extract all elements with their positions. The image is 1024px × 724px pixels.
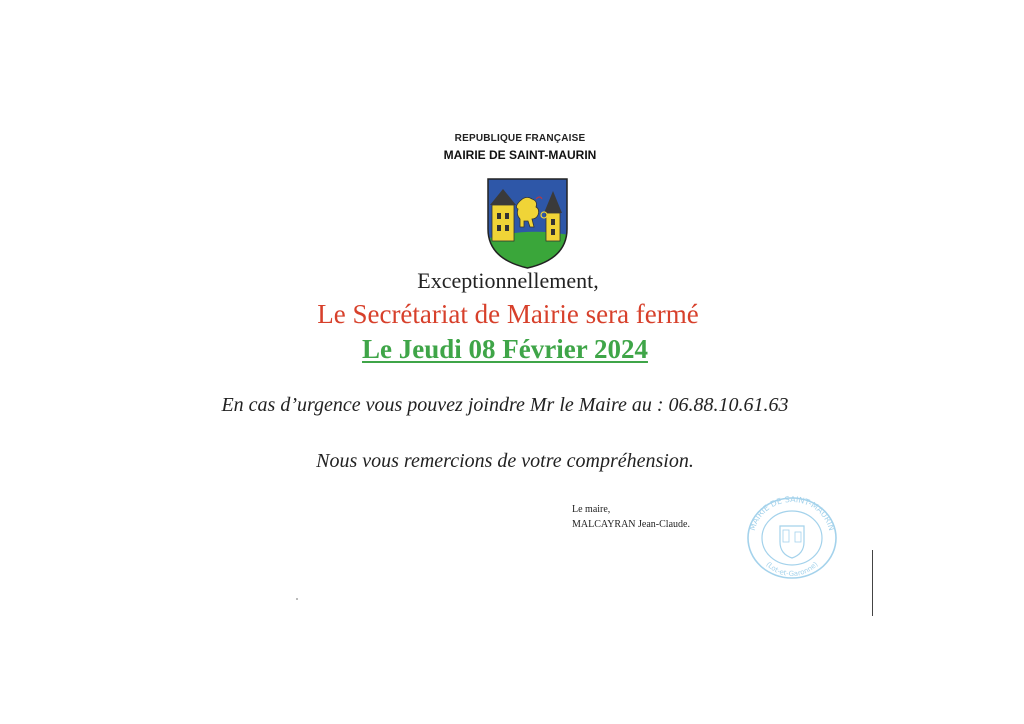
signature-role: Le maire, xyxy=(572,504,611,515)
closure-announcement: Le Secrétariat de Mairie sera fermé xyxy=(317,299,699,329)
mairie-header: MAIRIE DE SAINT-MAURIN xyxy=(443,148,597,162)
emergency-contact: En cas d’urgence vous pouvez joindre Mr le Maire au : 06.88.10.61.63 xyxy=(221,394,789,416)
official-stamp-icon xyxy=(744,494,840,580)
svg-text:(Lot-et-Garonne) xyxy=(764,560,819,578)
coat-of-arms-icon xyxy=(486,177,569,270)
exceptional-line: Exceptionnellement, xyxy=(417,268,599,293)
scan-speck xyxy=(296,598,298,600)
stamp-bottom-text: (Lot-et-Garonne) xyxy=(764,560,820,579)
closure-date xyxy=(0,334,1010,365)
signature-name: MALCAYRAN Jean-Claude. xyxy=(572,519,690,530)
closure-date-text: Le Jeudi 08 Février 2024 xyxy=(362,334,648,364)
margin-line xyxy=(872,550,873,616)
thanks-line: Nous vous remercions de votre compréhension. xyxy=(316,450,694,472)
stamp-top-text: MAIRIE DE SAINT-MAURIN xyxy=(747,494,837,532)
republique-header: REPUBLIQUE FRANÇAISE xyxy=(454,133,586,144)
